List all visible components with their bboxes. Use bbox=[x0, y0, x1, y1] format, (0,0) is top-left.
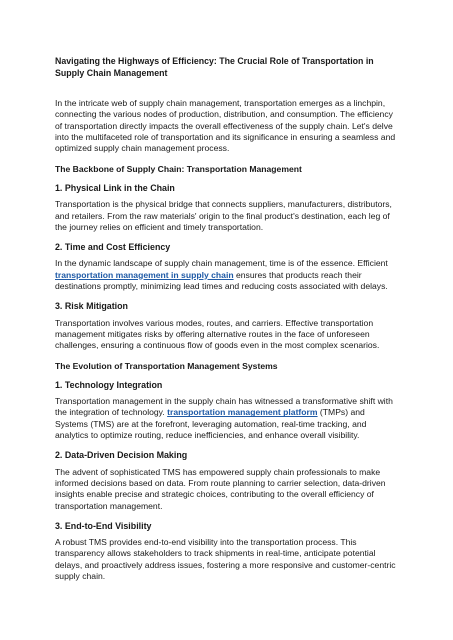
section-heading-backbone: The Backbone of Supply Chain: Transportation Management bbox=[55, 163, 302, 174]
subheading-end-to-end: 3. End-to-End Visibility bbox=[55, 520, 152, 531]
paragraph-technology-integration bbox=[55, 396, 400, 441]
paragraph-text: ensures that products reach their destinations promptly, minimizing lead times and reducing costs associated with delays. bbox=[55, 269, 388, 292]
document-body bbox=[55, 56, 400, 591]
paragraph-risk-mitigation: Transportation involves various modes, routes, and carriers. Effective transportation management mitigates risks by offering alternative routes in the face of unforeseen challenges, ensuring a continuous flow of goods even in the most complex scenarios. bbox=[55, 317, 380, 351]
subheading-physical-link: 1. Physical Link in the Chain bbox=[55, 182, 175, 193]
paragraph-text: Transportation management in the supply chain has witnessed a transformative shift with the integration of technology. bbox=[55, 396, 393, 418]
subheading-technology-integration: 1. Technology Integration bbox=[55, 379, 163, 390]
paragraph-data-driven: The advent of sophisticated TMS has empowered supply chain professionals to make informed decisions based on data. From route planning to carrier selection, data-driven insights enable precise and strategic choices, contributing to the overall efficiency of transportation management. bbox=[55, 466, 386, 511]
paragraph-time-cost bbox=[55, 258, 400, 292]
paragraph-text: In the dynamic landscape of supply chain management, time is of the essence. Efficient bbox=[55, 258, 388, 269]
section-heading-evolution: The Evolution of Transportation Management Systems bbox=[55, 360, 278, 371]
paragraph-physical-link: Transportation is the physical bridge that connects suppliers, manufacturers, distributors, and retailers. From the raw materials' origin to the final product's destination, each leg of the journey relies on efficient and timely transportation. bbox=[55, 199, 392, 232]
page-title: Navigating the Highways of Efficiency: The Crucial Role of Transportation in Supply Chain Management bbox=[55, 56, 374, 78]
intro-paragraph: In the intricate web of supply chain management, transportation emerges as a linchpin, connecting the various nodes of production, distribution, and consumption. The efficiency of transportation directly impacts the overall effectiveness of the supply chain. Let's delve into the multifaceted role of transportation and its significance in ensuring a seamless and optimized supply chain management process. bbox=[55, 98, 396, 154]
transportation-platform-link[interactable]: transportation management platform bbox=[167, 407, 318, 418]
paragraph-end-to-end: A robust TMS provides end-to-end visibility into the transportation process. This transparency allows stakeholders to track shipments in real-time, anticipate potential delays, and proactively address issues, fostering a more responsive and customer-centric supply chain. bbox=[55, 537, 396, 581]
subheading-time-cost: 2. Time and Cost Efficiency bbox=[55, 242, 171, 253]
transportation-management-link[interactable]: transportation management in supply chain bbox=[55, 269, 234, 280]
paragraph-text: (TMPs) and Systems (TMS) are at the forefront, leveraging automation, real-time tracking, and analytics to optimize routing, reduce inefficiencies, and enhance overall visibility. bbox=[55, 407, 367, 441]
subheading-risk-mitigation: 3. Risk Mitigation bbox=[55, 301, 128, 312]
subheading-data-driven: 2. Data-Driven Decision Making bbox=[55, 450, 188, 461]
